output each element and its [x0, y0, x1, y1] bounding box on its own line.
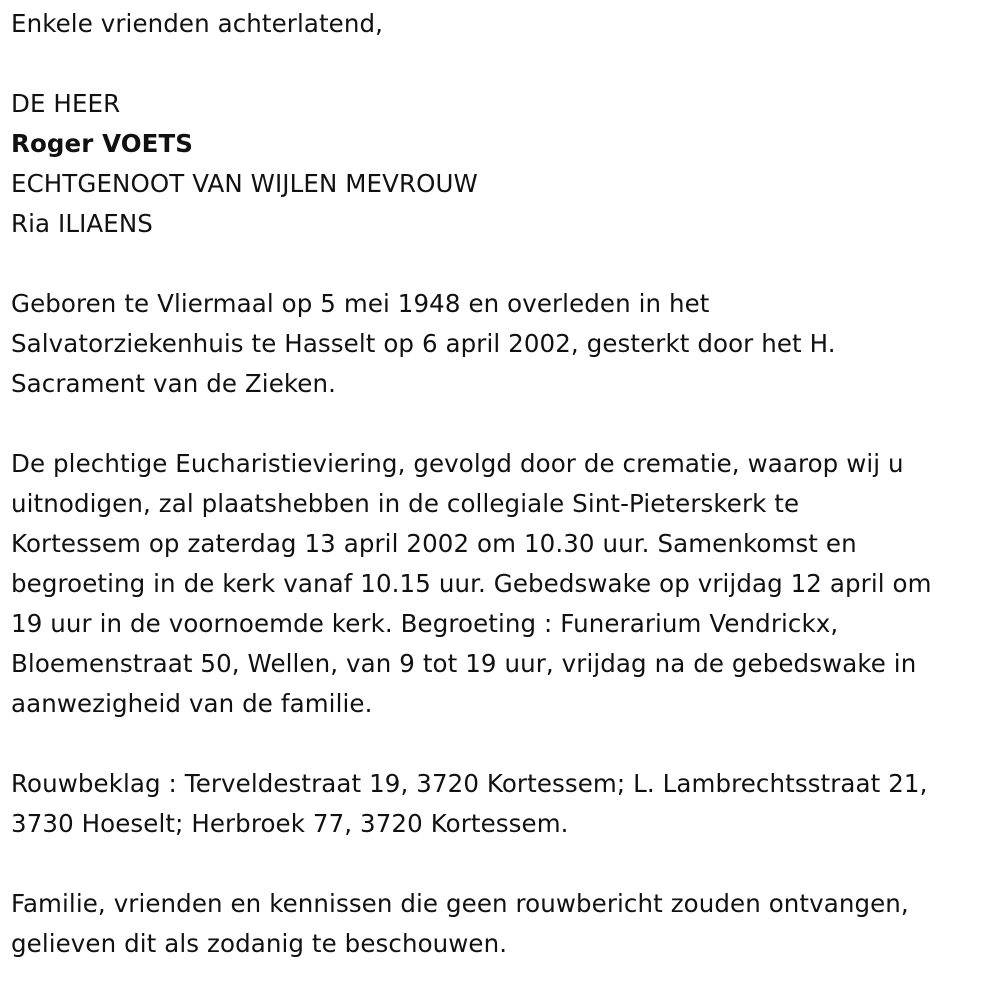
ceremony-line: De plechtige Eucharistieviering, gevolgd door de crematie, waarop wij u — [11, 449, 904, 478]
obituary-document — [11, 4, 991, 964]
mourning-address-line: 3730 Hoeselt; Herbroek 77, 3720 Kortessem. — [11, 809, 569, 838]
deceased-title: DE HEER — [11, 89, 121, 118]
mourning-address-line: Rouwbeklag : Terveldestraat 19, 3720 Kortessem; L. Lambrechtsstraat 21, — [11, 769, 928, 798]
closing-line: gelieven dit als zodanig te beschouwen. — [11, 929, 508, 958]
birth-death-line: Sacrament van de Zieken. — [11, 369, 336, 398]
deceased-name: Roger VOETS — [11, 129, 194, 158]
ceremony-line: 19 uur in de voornoemde kerk. Begroeting : Funerarium Vendrickx, — [11, 609, 839, 638]
ceremony-line: Kortessem op zaterdag 13 april 2002 om 10.30 uur. Samenkomst en — [11, 529, 857, 558]
birth-death-line: Salvatorziekenhuis te Hasselt op 6 april 2002, gesterkt door het H. — [11, 329, 836, 358]
spacer — [11, 724, 991, 764]
deceased-relation: ECHTGENOOT VAN WIJLEN MEVROUW — [11, 169, 478, 198]
ceremony-line: begroeting in de kerk vanaf 10.15 uur. Gebedswake op vrijdag 12 april om — [11, 569, 932, 598]
ceremony-line: aanwezigheid van de familie. — [11, 689, 373, 718]
intro-text: Enkele vrienden achterlatend, — [11, 9, 384, 38]
ceremony-line: uitnodigen, zal plaatshebben in de collegiale Sint-Pieterskerk te — [11, 489, 800, 518]
spacer — [11, 404, 991, 444]
closing-line: Familie, vrienden en kennissen die geen rouwbericht zouden ontvangen, — [11, 889, 909, 918]
spacer — [11, 844, 991, 884]
spacer — [11, 244, 991, 284]
ceremony-line: Bloemenstraat 50, Wellen, van 9 tot 19 uur, vrijdag na de gebedswake in — [11, 649, 917, 678]
spacer — [11, 44, 991, 84]
birth-death-line: Geboren te Vliermaal op 5 mei 1948 en overleden in het — [11, 289, 710, 318]
spouse-name: Ria ILIAENS — [11, 209, 153, 238]
